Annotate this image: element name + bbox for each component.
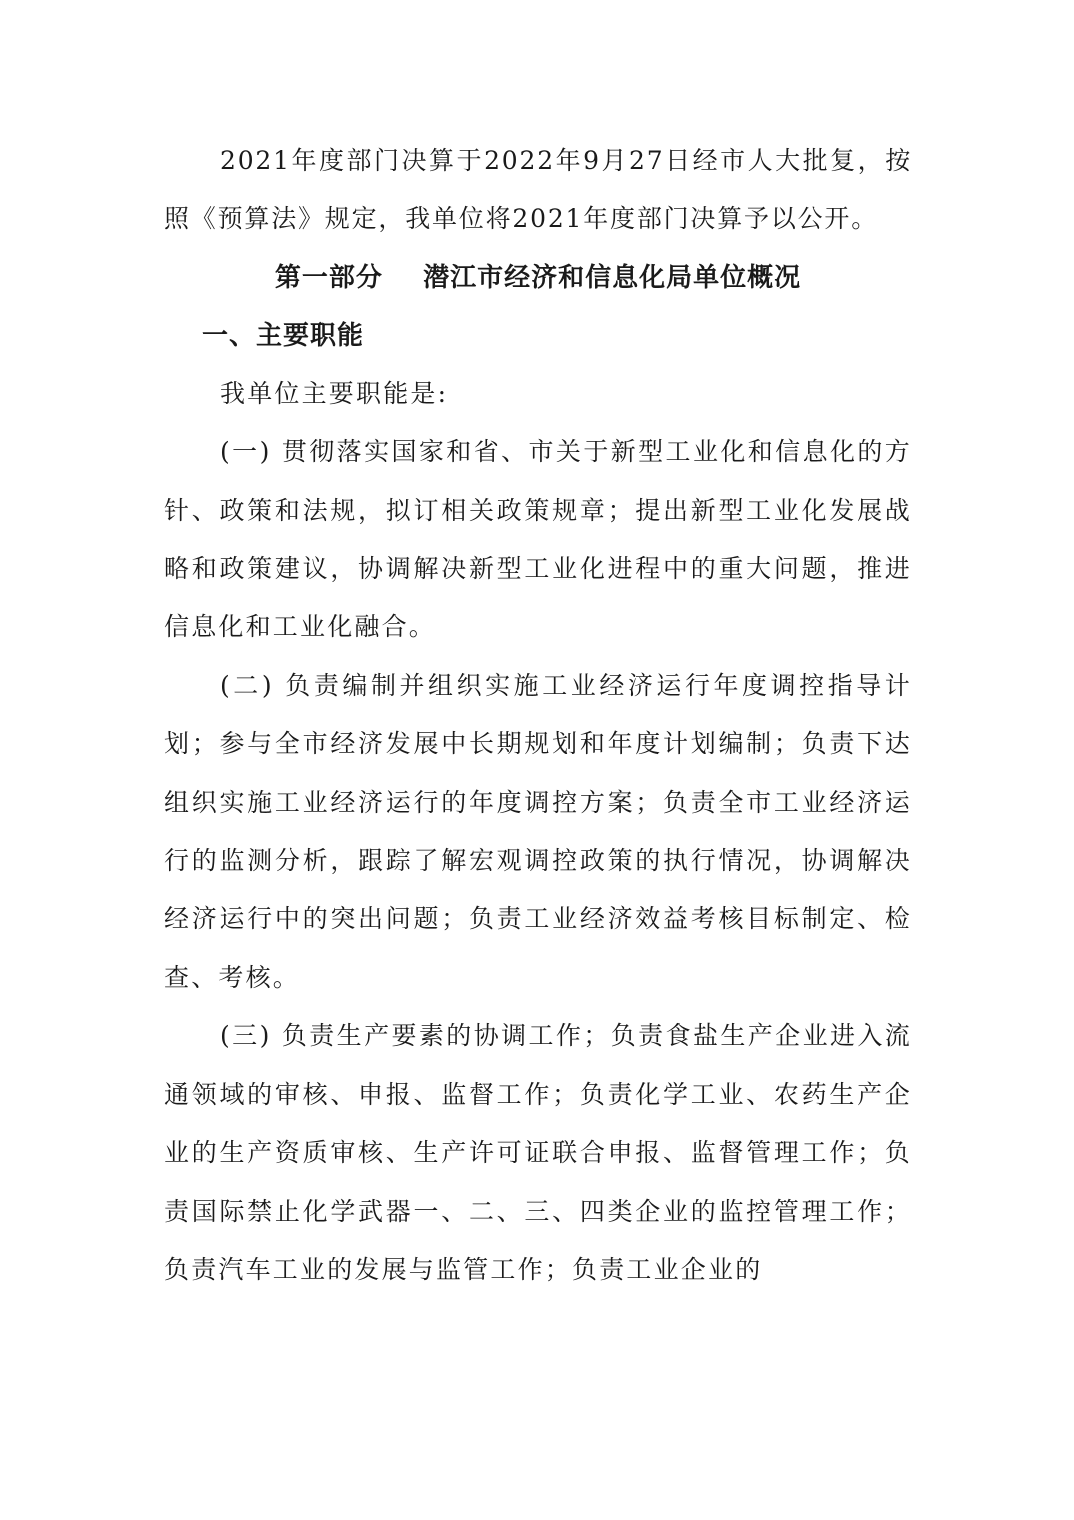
section-heading: 一、主要职能 (202, 320, 365, 351)
duty-item-2: (二) 负责编制并组织实施工业经济运行年度调控指导计划；参与全市经济发展中长期规划和年度计划编制；负责下达组织实施工业经济运行的年度调控方案；负责全市工业经济运行的监测分析，跟踪了解宏观调控政策的执行情况，协调解决经济运行中的突出问题；负责工业经济效益考核目标制定、检查、考核。 (164, 670, 912, 992)
duty-item-1: (一) 贯彻落实国家和省、市关于新型工业化和信息化的方针、政策和法规，拟订相关政策规章；提出新型工业化发展战略和政策建议，协调解决新型工业化进程中的重大问题，推进信息化和工业化融合。 (164, 437, 912, 642)
duty-item-3: (三) 负责生产要素的协调工作；负责食盐生产企业进入流通领域的审核、申报、监督工作；负责化学工业、农药生产企业的生产资质审核、生产许可证联合申报、监督管理工作；负责国际禁止化学武器一、二、三、四类企业的监控管理工作；负责汽车工业的发展与监管工作；负责工业企业的 (164, 1021, 912, 1284)
lead-sentence: 我单位主要职能是: (220, 378, 449, 408)
intro-paragraph: 2021年度部门决算于2022年9月27日经市人大批复，按照《预算法》规定，我单位将2021年度部门决算予以公开。 (164, 146, 912, 234)
part-title: 第一部分 潜江市经济和信息化局单位概况 (274, 262, 802, 293)
document-body (164, 132, 912, 1299)
